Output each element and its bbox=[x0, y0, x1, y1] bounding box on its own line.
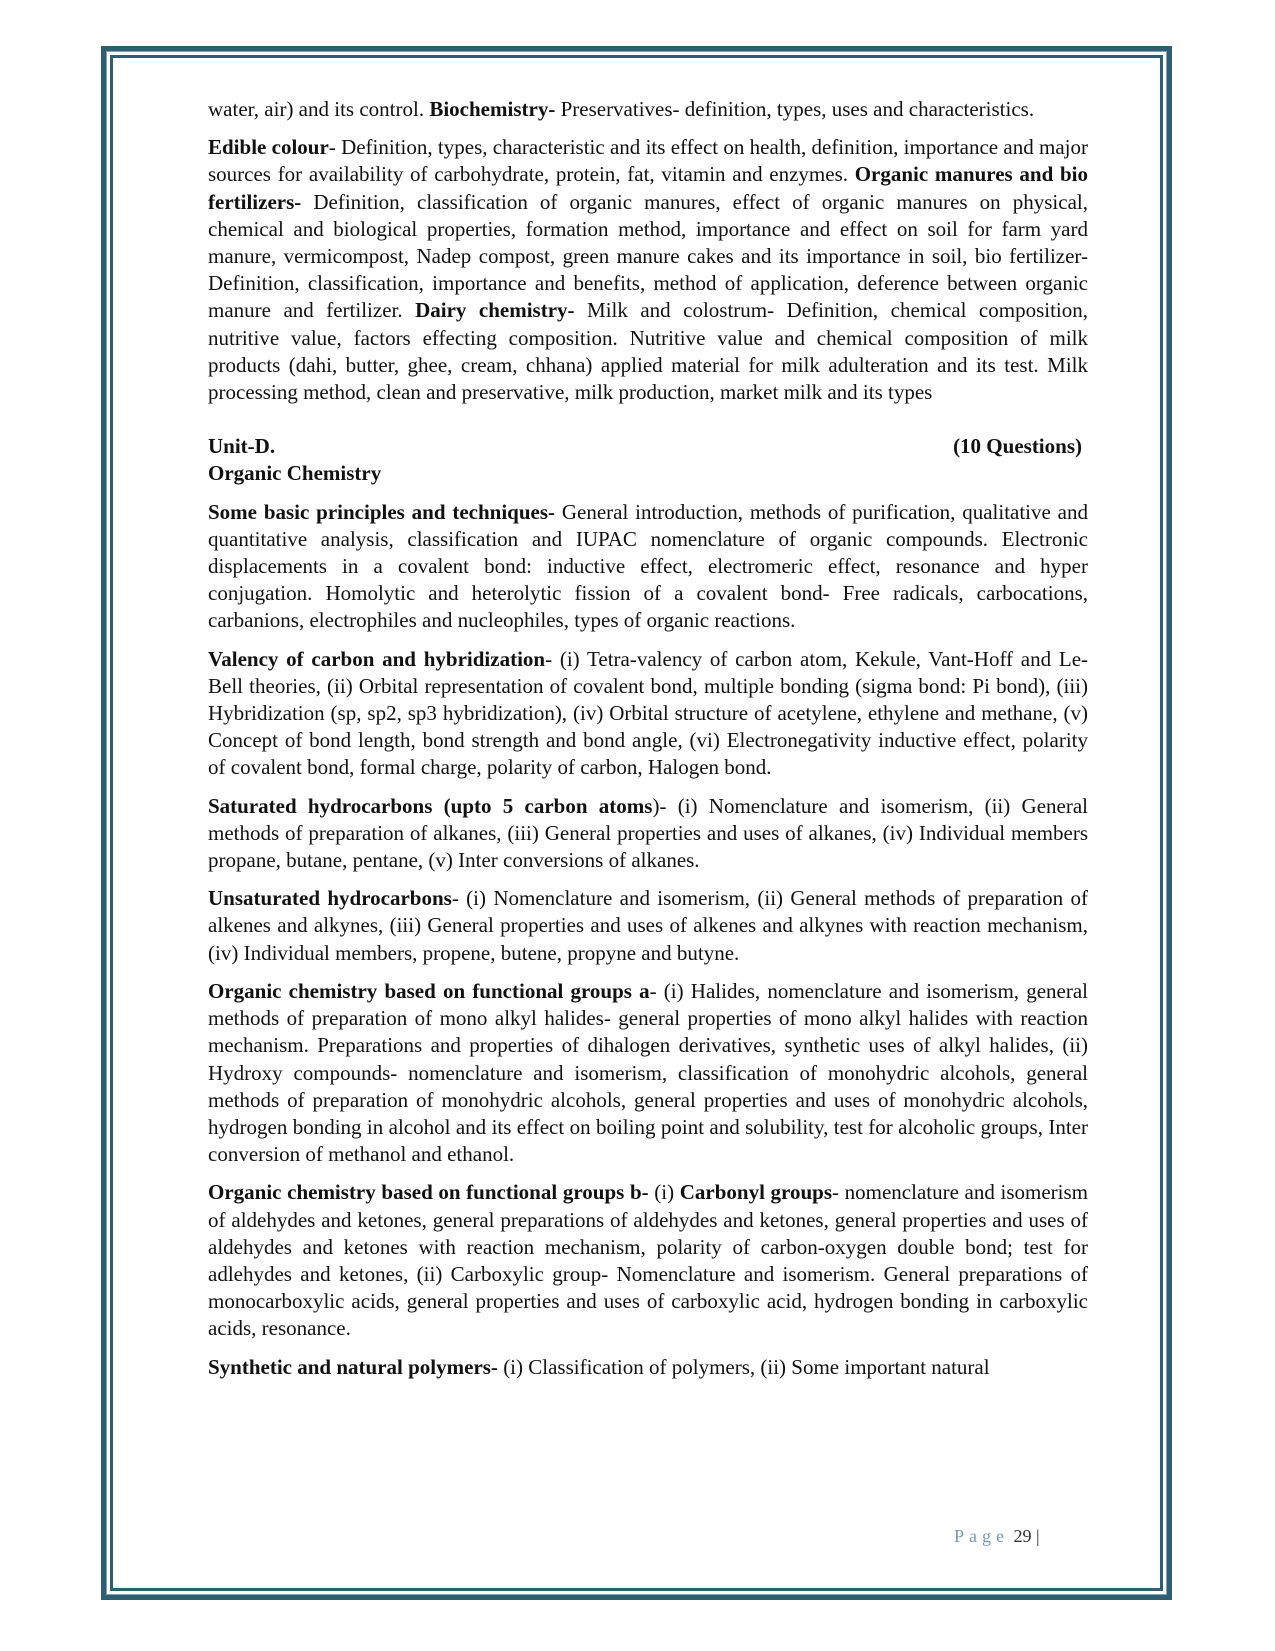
topics-section bbox=[208, 499, 1088, 1381]
bold-heading-text: Synthetic and natural polymers- bbox=[208, 1354, 498, 1379]
unit-subject-heading: Organic Chemistry bbox=[208, 461, 382, 486]
bold-heading-text: Organic chemistry based on functional groups a bbox=[208, 978, 650, 1003]
unit-header bbox=[208, 433, 1088, 460]
body-text: Definition, classification of organic manures, effect of organic manures on physical, chemical and biological properties, formation method, importance and effect on soil for farm yard manure, vermicompost, Nadep compost, green manure cakes and its importance in soil, bio fertilizer- Definition, classification, importance and benefits, method of application, deference between organic manure and fertilizer. bbox=[208, 189, 1088, 323]
body-text: water, air) and its control. bbox=[208, 97, 430, 121]
unit-label: Unit-D. bbox=[208, 434, 276, 459]
topics-paragraph bbox=[208, 1179, 1088, 1342]
body-text: )- (i) Nomenclature and isomerism, (ii) General methods of preparation of alkanes, (iii) General properties and uses of alkanes, (iv) Individual members propane, butane, pentane, (v) Inter conversions of alkanes. bbox=[208, 793, 1088, 873]
body-text: (i) Classification of polymers, (ii) Some important natural bbox=[497, 1354, 990, 1379]
bold-heading-text: Organic chemistry based on functional groups b- bbox=[208, 1180, 649, 1205]
unit-question-count: (10 Questions) bbox=[953, 434, 1082, 459]
bold-heading-text: Organic manures and bio fertilizers- bbox=[208, 162, 1088, 214]
topics-paragraph bbox=[208, 793, 1088, 875]
body-text: - nomenclature and isomerism of aldehydes and ketones, general preparations of aldehydes and ketones, general properties and uses of aldehydes and ketones with reaction mechanism, polarity of carbon-oxygen double bond; test for adlehydes and ketones, (ii) Carboxylic group- Nomenclature and isomerism. General preparations of monocarboxylic acids, general properties and uses of carboxylic acid, hydrogen bonding in carboxylic acids, resonance. bbox=[208, 1180, 1089, 1341]
bold-heading-text: Some basic principles and techniques- bbox=[208, 499, 556, 524]
bold-heading-text: Unsaturated hydrocarbons bbox=[208, 886, 452, 911]
body-text: - Definition, types, characteristic and its effect on health, definition, importance and major sources for availability of carbohydrate, protein, fat, vitamin and enzymes. bbox=[208, 135, 1088, 187]
body-text: (i) bbox=[648, 1180, 680, 1205]
page-number: 29 | bbox=[1013, 1526, 1040, 1546]
body-text: Milk and colostrum- Definition, chemical composition, nutritive value, factors effecting composition. Nutritive value and chemical composition of milk products (dahi, butter, ghee, cream, chhana) applied material for milk adulteration and its test. Milk processing method, clean and preservative, milk production, market milk and its types bbox=[208, 298, 1088, 405]
topics-paragraph bbox=[208, 885, 1088, 967]
document-body bbox=[208, 96, 1088, 1392]
body-text: - (i) Tetra-valency of carbon atom, Kekule, Vant-Hoff and Le-Bell theories, (ii) Orbital representation of covalent bond, multiple bonding (sigma bond: Pi bond), (iii) Hybridization (sp, sp2, sp3 hybridization), (iv) Orbital structure of acetylene, ethylene and methane, (v) Concept of bond length, bond strength and bond angle, (vi) Electronegativity inductive effect, polarity of covalent bond, formal charge, polarity of carbon, Halogen bond. bbox=[208, 646, 1089, 780]
page-label: Page bbox=[954, 1526, 1009, 1546]
paragraphs-paragraph bbox=[208, 96, 1088, 123]
body-text: General introduction, methods of purification, qualitative and quantitative analysis, classification and IUPAC nomenclature of organic compounds. Electronic displacements in a covalent bond: inductive effect, electromeric effect, resonance and hyper conjugation. Homolytic and heterolytic fission of a covalent bond- Free radicals, carbocations, carbanions, electrophiles and nucleophiles, types of organic reactions. bbox=[208, 499, 1088, 633]
body-text: Preservatives- definition, types, uses and characteristics. bbox=[555, 97, 1035, 121]
body-text: - (i) Nomenclature and isomerism, (ii) General methods of preparation of alkenes and alkynes, (iii) General properties and uses of alkenes and alkynes with reaction mechanism, (iv) Individual members, propene, butene, propyne and butyne. bbox=[208, 886, 1088, 965]
bold-heading-text: Carbonyl groups bbox=[679, 1180, 833, 1205]
topics-paragraph bbox=[208, 499, 1088, 635]
bold-heading-text: Biochemistry- bbox=[429, 97, 556, 121]
paragraphs-paragraph bbox=[208, 134, 1088, 406]
body-text: - (i) Halides, nomenclature and isomerism, general methods of preparation of mono alkyl halides- general properties of mono alkyl halides with reaction mechanism. Preparations and properties of dihalogen derivatives, synthetic uses of alkyl halides, (ii) Hydroxy compounds- nomenclature and isomerism, classification of monohydric alcohols, general methods of preparation of monohydric alcohols, general properties and uses of monohydric alcohols, hydrogen bonding in alcohol and its effect on boiling point and solubility, test for alcoholic groups, Inter conversion of methanol and ethanol. bbox=[208, 978, 1088, 1167]
bold-heading-text: Saturated hydrocarbons (upto 5 carbon atoms bbox=[208, 793, 653, 818]
page-footer bbox=[954, 1526, 1040, 1547]
topics-paragraph bbox=[208, 978, 1088, 1168]
bold-heading-text: Dairy chemistry- bbox=[415, 298, 575, 323]
intro-section bbox=[208, 96, 1088, 406]
topics-paragraph bbox=[208, 1354, 1088, 1381]
topics-paragraph bbox=[208, 646, 1088, 782]
bold-heading-text: Valency of carbon and hybridization bbox=[208, 646, 546, 671]
bold-heading-text: Edible colour bbox=[208, 135, 329, 160]
